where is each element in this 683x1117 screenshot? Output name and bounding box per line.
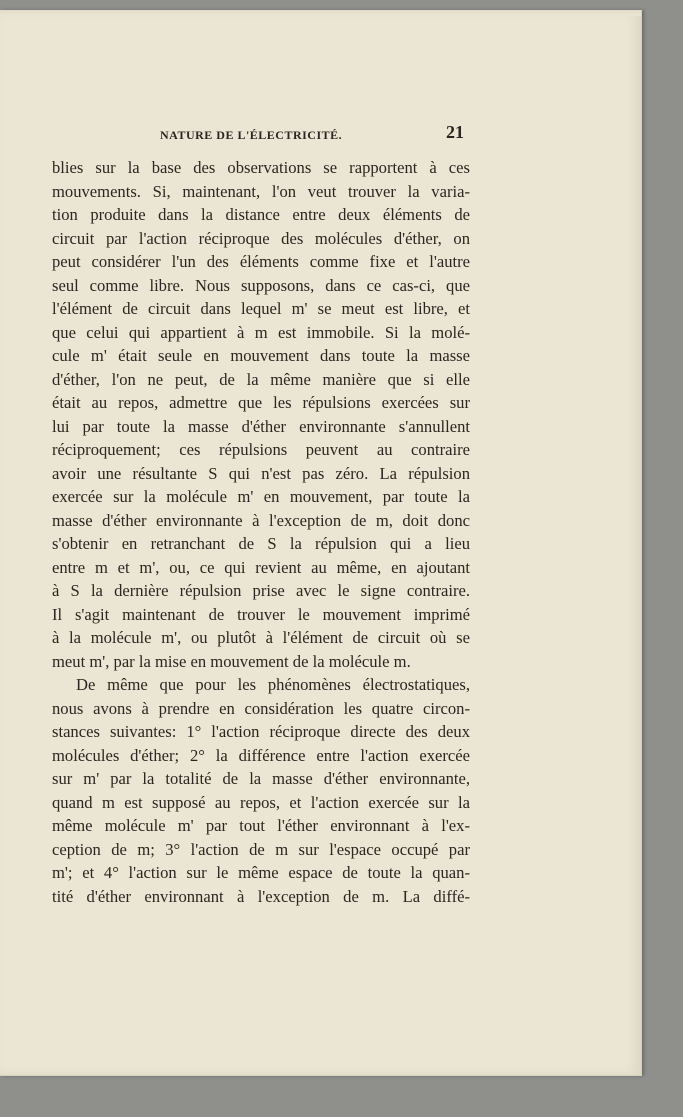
running-head	[52, 118, 472, 142]
text-line: réciproquement; ces répulsions peuvent au contraire	[52, 440, 470, 459]
text-line: à S la dernière répulsion prise avec le signe contraire.	[52, 581, 470, 600]
running-title: NATURE DE L'ÉLECTRICITÉ.	[160, 128, 343, 142]
text-line: stances suivantes: 1° l'action réciproque directe des deux	[52, 722, 470, 741]
text-line: tion produite dans la distance entre deux éléments de	[52, 205, 470, 224]
text-line: entre m et m', ou, ce qui revient au même, en ajoutant	[52, 557, 470, 577]
text-line: exercée sur la molécule m' en mouvement, par toute la	[52, 487, 470, 506]
text-line: d'éther, l'on ne peut, de la même manière que si elle	[52, 369, 470, 389]
page-number: 21	[446, 122, 464, 142]
text-line: meut m', par la mise en mouvement de la molécule m.	[52, 651, 411, 671]
text-line: l'élément de circuit dans lequel m' se meut est libre, et	[52, 299, 470, 318]
text-line: Il s'agit maintenant de trouver le mouvement imprimé	[52, 604, 470, 624]
text-line: mouvements. Si, maintenant, l'on veut trouver la varia-	[52, 181, 470, 201]
text-line: circuit par l'action réciproque des molécules d'éther, on	[52, 228, 470, 248]
text-line: que celui qui appartient à m est immobile. Si la molé-	[52, 322, 470, 342]
book-page	[0, 10, 642, 1076]
text-line: molécules d'éther; 2° la différence entre l'action exercée	[52, 745, 470, 765]
text-line: De même que pour les phénomènes électrostatiques,	[76, 675, 470, 694]
text-line: même molécule m' par tout l'éther environnant à l'ex-	[52, 816, 470, 835]
text-line: était au repos, admettre que les répulsions exercées sur	[52, 393, 470, 412]
text-line: peut considérer l'un des éléments comme fixe et l'autre	[52, 252, 470, 271]
text-line: sur m' par la totalité de la masse d'éther environnante,	[52, 769, 470, 788]
text-line: quand m est supposé au repos, et l'action exercée sur la	[52, 792, 470, 812]
text-line: blies sur la base des observations se rapportent à ces	[52, 158, 470, 177]
text-line: avoir une résultante S qui n'est pas zéro. La répulsion	[52, 463, 470, 483]
text-line: seul comme libre. Nous supposons, dans ce cas-ci, que	[52, 275, 470, 295]
text-line: nous avons à prendre en considération les quatre circon-	[52, 698, 470, 718]
text-line: ception de m; 3° l'action de m sur l'espace occupé par	[52, 839, 470, 859]
text-line: à la molécule m', ou plutôt à l'élément de circuit où se	[52, 628, 470, 647]
body-text	[52, 156, 470, 908]
page-edge	[0, 10, 641, 16]
text-line: m'; et 4° l'action sur le même espace de toute la quan-	[52, 863, 470, 882]
text-line: masse d'éther environnante à l'exception de m, doit donc	[52, 510, 470, 530]
text-line: cule m' était seule en mouvement dans toute la masse	[52, 346, 470, 365]
text-line: tité d'éther environnant à l'exception de m. La diffé-	[52, 886, 470, 906]
text-line: s'obtenir en retranchant de S la répulsion qui a lieu	[52, 534, 470, 553]
text-line: lui par toute la masse d'éther environnante s'annullent	[52, 416, 470, 436]
